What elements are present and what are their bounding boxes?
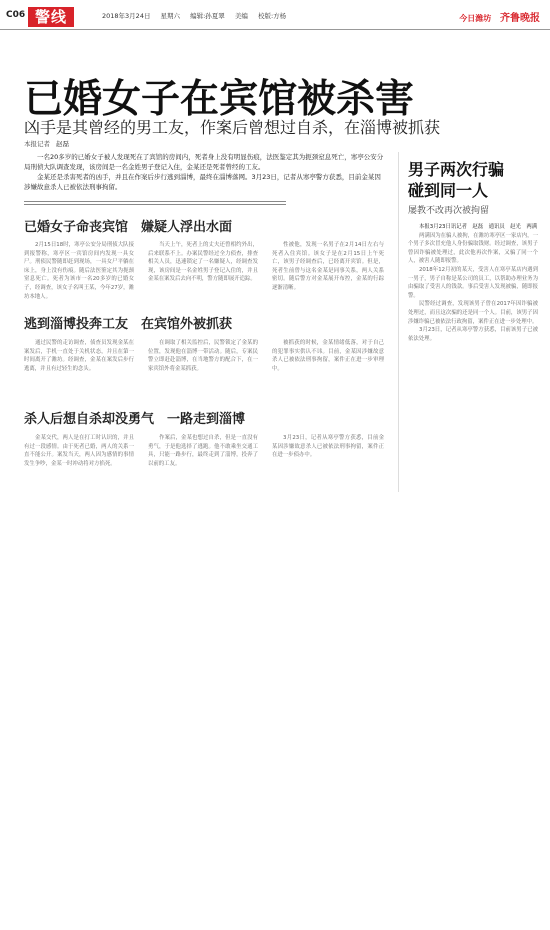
section-heading-1: 已婚女子命丧宾馆 嫌疑人浮出水面 — [24, 220, 233, 235]
section-2-col-3: 被抓获的时候，金某情绪低落，对于自己的犯罪事实供认不讳。目前，金某因涉嫌故意杀人已被依法刑事拘留，案件正在进一步审理中。 — [272, 340, 384, 372]
section-2-col-1: 通过民警的走访调查，侦查员发现金某在案发后，手机一直处于关机状态，并且在第一时间离开了潍坊。经调查，金某在案发后步行逃离，并且有过轻生的念头。 — [24, 340, 134, 372]
section-label: 警线 — [28, 7, 74, 27]
lead-paragraph: 一名20多岁的已婚女子被人发现死在了宾馆的房间内，死者身上没有明显伤痕，法医鉴定其为扼颈窒息死亡，寒亭公安分局刑侦大队调查发现，该房间是一名金姓男子登记入住，金某还是死者曾经的工友。 — [24, 153, 384, 171]
sidebar-paragraph: 两满因为在骗人被拘，在潍坊寒亭区一家店内，一个男子多次冒充他人身份骗取钱财。经过调查，该男子曾因诈骗被处理过，此次他再次作案，又骗了同一个人，被害人随即报警。 — [408, 232, 538, 265]
section-1-col-3: 性被他，发现一名男子在2月14日左右与死者入住宾馆。该女子是在2月15日上午死亡，该男子经调查后，已经离开宾馆。但是，死者生前曾与这名金某是同事关系，两人关系密切。随后警方对金某展开布控，金某的行踪逐渐清晰。 — [272, 242, 384, 291]
section-heading-3: 杀人后想自杀却没勇气 一路走到淄博 — [24, 412, 246, 427]
designer-credit: 美编 — [234, 12, 248, 20]
brand-text: 今日潍坊 — [459, 14, 492, 23]
sidebar-subtitle: 屡教不改再次被拘留 — [408, 206, 490, 216]
issue-meta — [102, 11, 294, 20]
page-number: C06 — [6, 10, 26, 20]
sidebar-paragraph: 3月23日，记者从寒亭警方获悉，目前该男子已被依法处理。 — [408, 327, 538, 342]
proofreader-credit: 校版:方杨 — [257, 12, 287, 20]
brand — [459, 9, 540, 24]
issue-date: 2018年3月24日 — [102, 12, 151, 20]
header-divider — [0, 29, 550, 30]
section-heading-2: 逃到淄博投奔工友 在宾馆外被抓获 — [24, 317, 233, 332]
section-1-col-2: 当天上午，死者上的丈夫还曾相约外出，后来联系不上。办案民警经过全力侦查，排查相关人员，迅速锁定了一名嫌疑人，经调查发现，该房间是一名金姓男子登记入住的，并且金某在案发后去向不明，警方随即展开追踪。 — [148, 242, 258, 283]
sidebar-paragraph: 2018年12月初的某天，受害人在寒亭某店内遇到一男子，男子自称是某公司的员工，以帮助办理业务为由骗取了受害人的钱款。事后受害人发现被骗，随即报警。 — [408, 266, 538, 299]
section-3-col-2: 作案后，金某也想过自杀，但是一直没有勇气，于是他选择了逃跑。他不敢乘坐交通工具，只能一路步行，最终走到了淄博，投奔了以前的工友。 — [148, 435, 258, 467]
lead-paragraphs — [24, 153, 384, 193]
sidebar-divider — [398, 152, 399, 492]
section-3-col-3: 3月23日，记者从寒亭警方获悉，目前金某因涉嫌故意杀人已被依法刑事拘留，案件正在进一步侦办中。 — [272, 435, 384, 459]
section-2-col-2: 在调取了相关监控后，民警锁定了金某的位置，发现他在淄博一带活动。随后，专案民警立即赶赴淄博，在当地警方的配合下，在一家宾馆外将金某抓获。 — [148, 340, 258, 372]
issue-weekday: 星期六 — [160, 12, 181, 20]
newspaper-logo: 齐鲁晚报 — [500, 13, 540, 24]
page-header — [0, 0, 550, 30]
byline-name: 赵磊 — [56, 140, 69, 148]
lead-divider — [24, 201, 286, 205]
editor-credit: 编辑:孙夏翠 — [190, 12, 225, 20]
sidebar-byline: 本报3月23日讯记者 赵磊 通讯员 赵光 两满 — [419, 224, 538, 230]
sidebar-title-line-1: 男子两次行骗 — [408, 160, 505, 179]
section-3-col-1: 金某交代，两人是在打工时认识的，并且有过一段感情。由于死者已婚，两人的关系一直不能公开。案发当天，两人因为感情的事情发生争吵，金某一时冲动将对方掐死。 — [24, 435, 134, 467]
subheadline: 凶手是其曾经的男工友，作案后曾想过自杀，在淄博被抓获 — [24, 118, 441, 137]
sidebar-body — [408, 223, 538, 343]
byline-label: 本报记者 — [24, 140, 50, 148]
lead-paragraph: 金某还是杀害死者的凶手，并且在作案后步行逃到淄博，最终在淄博落网。3月23日，记者从寒亭警方获悉，目前金某因涉嫌故意杀人已被依法刑事拘留。 — [24, 173, 381, 191]
section-1-col-1: 2月15日18时，寒亭公安分局刑侦大队接到报警称，寒亭区一宾馆房间内发现一具女尸。刑侦民警随即赶到现场，一具女尸平躺在床上，身上没有伤痕。随后法医鉴定其为扼颈窒息死亡。死者为该市一名20多岁的已婚女子，经调查，该女子名叫王某，今年27岁，潍坊本地人。 — [24, 242, 134, 300]
headline: 已婚女子在宾馆被杀害 — [24, 77, 415, 122]
byline — [24, 139, 69, 148]
sidebar-title-line-2: 碰到同一人 — [408, 181, 489, 200]
sidebar-paragraph: 民警经过调查，发现该男子曾在2017年因诈骗被处理过，而且这次骗的还是同一个人。目前，该男子因涉嫌诈骗已被依法行政拘留，案件正在进一步处理中。 — [408, 301, 538, 325]
